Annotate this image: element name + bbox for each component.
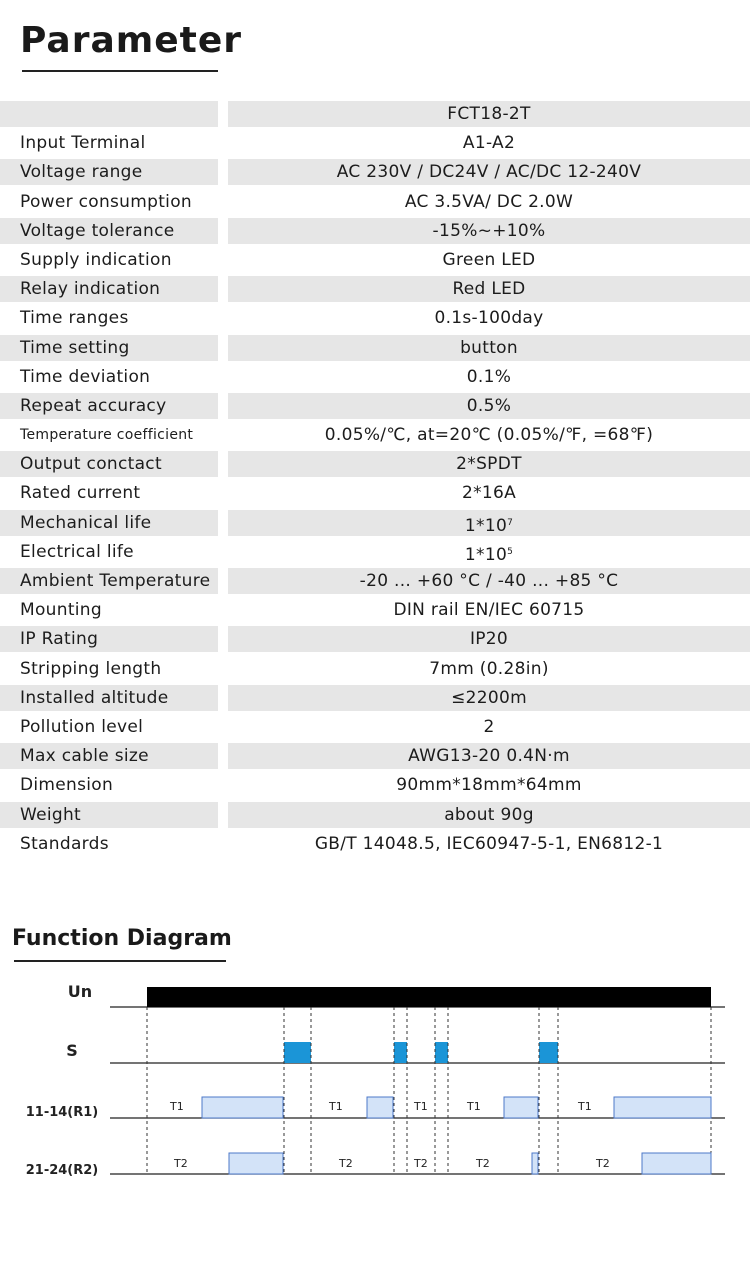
param-value: [228, 217, 750, 246]
param-value-text: about 90g: [444, 804, 534, 825]
param-value-text: 7mm (0.28in): [429, 658, 549, 679]
signal-label-r2: 21-24(R2): [25, 1163, 99, 1178]
param-value: [228, 684, 750, 713]
param-value: [228, 830, 750, 859]
param-value-text: 0.1%: [466, 366, 512, 387]
param-value: [228, 158, 750, 187]
param-value: [228, 129, 750, 158]
param-value: [228, 100, 750, 129]
param-value-text: Red LED: [452, 279, 526, 300]
param-value: [228, 509, 750, 538]
param-label: Time deviation: [20, 366, 151, 387]
param-row: [0, 801, 750, 830]
relay2-on-segment: [229, 1153, 283, 1174]
param-row: [0, 684, 750, 713]
param-value-text: 1*10: [464, 544, 508, 565]
param-value: [228, 246, 750, 275]
button-pulse: [435, 1042, 448, 1063]
param-value-text: Green LED: [442, 249, 536, 270]
title-underline: [22, 70, 218, 72]
param-row: [0, 188, 750, 217]
timer-label-t2: T2: [339, 1157, 353, 1170]
param-label: Time setting: [20, 337, 130, 358]
relay2-on-segment: [532, 1153, 538, 1174]
param-value: [228, 801, 750, 830]
param-row: [0, 830, 750, 859]
relay1-on-segment: [367, 1097, 393, 1118]
param-value-text: 0.05%/℃, at=20℃ (0.05%/℉, =68℉): [324, 425, 654, 446]
function-diagram-title: Function Diagram: [12, 926, 232, 951]
relay1-on-segment: [202, 1097, 283, 1118]
param-label: Voltage tolerance: [20, 220, 175, 241]
param-value-text: AWG13-20 0.4N·m: [408, 746, 570, 767]
param-label: IP Rating: [20, 629, 99, 650]
param-value-text: FCT18-2T: [447, 104, 531, 124]
param-row: [0, 217, 750, 246]
param-label: Power consumption: [20, 191, 192, 212]
param-label: Time ranges: [20, 308, 129, 329]
param-value: [228, 363, 750, 392]
param-value-text: 90mm*18mm*64mm: [396, 775, 582, 796]
param-row: [0, 625, 750, 654]
param-value: [228, 625, 750, 654]
param-value-text: IP20: [469, 629, 509, 650]
signal-label-r1: 11-14(R1): [25, 1105, 99, 1120]
param-value-text: button: [460, 337, 518, 358]
button-pulse: [284, 1042, 311, 1063]
param-value-exponent: 7: [507, 517, 514, 528]
relay2-on-segment: [642, 1153, 711, 1174]
param-value-text: DIN rail EN/IEC 60715: [393, 600, 585, 621]
param-row: [0, 771, 750, 800]
param-value: [228, 334, 750, 363]
param-row: [0, 392, 750, 421]
relay1-on-segment: [614, 1097, 711, 1118]
param-label: Stripping length: [20, 658, 162, 679]
param-row: [0, 275, 750, 304]
param-row: [0, 304, 750, 333]
param-value: [228, 275, 750, 304]
param-value-text: A1-A2: [462, 133, 516, 154]
param-row: [0, 479, 750, 508]
param-row: [0, 742, 750, 771]
timer-label-t2: T2: [174, 1157, 188, 1170]
param-value: [228, 421, 750, 450]
button-pulse: [394, 1042, 407, 1063]
param-row: [0, 158, 750, 187]
param-value: [228, 450, 750, 479]
timer-label-t1: T1: [578, 1100, 592, 1113]
param-row: [0, 538, 750, 567]
param-label: Pollution level: [20, 716, 144, 737]
supply-bar: [147, 987, 711, 1007]
param-value: [228, 771, 750, 800]
param-row: [0, 655, 750, 684]
function-diagram-underline: [14, 960, 226, 962]
param-label: Mechanical life: [20, 512, 152, 533]
param-value-text: -20 ... +60 °C / -40 ... +85 °C: [359, 571, 619, 591]
param-value: [228, 479, 750, 508]
param-label: Electrical life: [20, 541, 134, 562]
param-row: [0, 596, 750, 625]
param-value-text: 2: [483, 716, 495, 737]
param-value: [228, 596, 750, 625]
signal-label-s: S: [66, 1041, 78, 1060]
row-label-cell: [0, 101, 218, 127]
param-value-text: 0.1s-100day: [434, 308, 544, 329]
param-label: Output conctact: [20, 454, 162, 475]
timer-label-t1: T1: [467, 1100, 481, 1113]
param-value: [228, 742, 750, 771]
parameter-table: [0, 100, 750, 859]
param-value-text: 2*SPDT: [456, 454, 522, 475]
param-row: [0, 363, 750, 392]
timer-label-t1: T1: [414, 1100, 428, 1113]
param-row: [0, 509, 750, 538]
function-diagram: [0, 970, 750, 1200]
param-value: [228, 713, 750, 742]
param-row: [0, 129, 750, 158]
param-label: Supply indication: [20, 249, 172, 270]
param-row: [0, 100, 750, 129]
param-label: Rated current: [20, 483, 141, 504]
param-row: [0, 246, 750, 275]
param-value-text: 2*16A: [461, 483, 517, 504]
param-row: [0, 450, 750, 479]
timer-label-t1: T1: [170, 1100, 184, 1113]
param-label: Installed altitude: [20, 687, 169, 708]
param-value-text: 1*10: [464, 515, 508, 536]
param-value-text: GB/T 14048.5, IEC60947-5-1, EN6812-1: [314, 833, 664, 854]
param-value: [228, 567, 750, 596]
parameter-title: Parameter: [20, 20, 243, 61]
param-value-text: AC 230V / DC24V / AC/DC 12-240V: [336, 162, 642, 183]
param-label: Mounting: [20, 600, 102, 621]
param-label: Voltage range: [20, 162, 143, 183]
param-label: Repeat accuracy: [20, 395, 167, 416]
param-label: Weight: [20, 804, 82, 825]
param-value-exponent: 5: [507, 546, 514, 557]
timer-label-t2: T2: [476, 1157, 490, 1170]
relay1-on-segment: [504, 1097, 538, 1118]
param-value-text: AC 3.5VA/ DC 2.0W: [404, 191, 574, 212]
param-label: Relay indication: [20, 279, 161, 300]
param-label: Dimension: [20, 775, 114, 796]
timer-label-t2: T2: [414, 1157, 428, 1170]
param-value: [228, 188, 750, 217]
timer-label-t1: T1: [329, 1100, 343, 1113]
button-pulse: [539, 1042, 558, 1063]
signal-label-un: Un: [67, 982, 93, 1001]
param-row: [0, 713, 750, 742]
param-value: [228, 538, 750, 567]
param-value: [228, 655, 750, 684]
param-label: Temperature coefficient: [20, 427, 194, 444]
param-label: Ambient Temperature: [20, 571, 211, 591]
param-row: [0, 334, 750, 363]
param-label: Input Terminal: [20, 133, 146, 154]
param-value-text: 0.5%: [466, 395, 512, 416]
param-value-text: ≤2200m: [451, 687, 527, 708]
param-row: [0, 421, 750, 450]
timer-label-t2: T2: [596, 1157, 610, 1170]
param-label: Standards: [20, 833, 109, 854]
param-value: [228, 304, 750, 333]
param-value-text: -15%~+10%: [432, 220, 546, 241]
param-row: [0, 567, 750, 596]
param-value: [228, 392, 750, 421]
param-label: Max cable size: [20, 746, 149, 767]
